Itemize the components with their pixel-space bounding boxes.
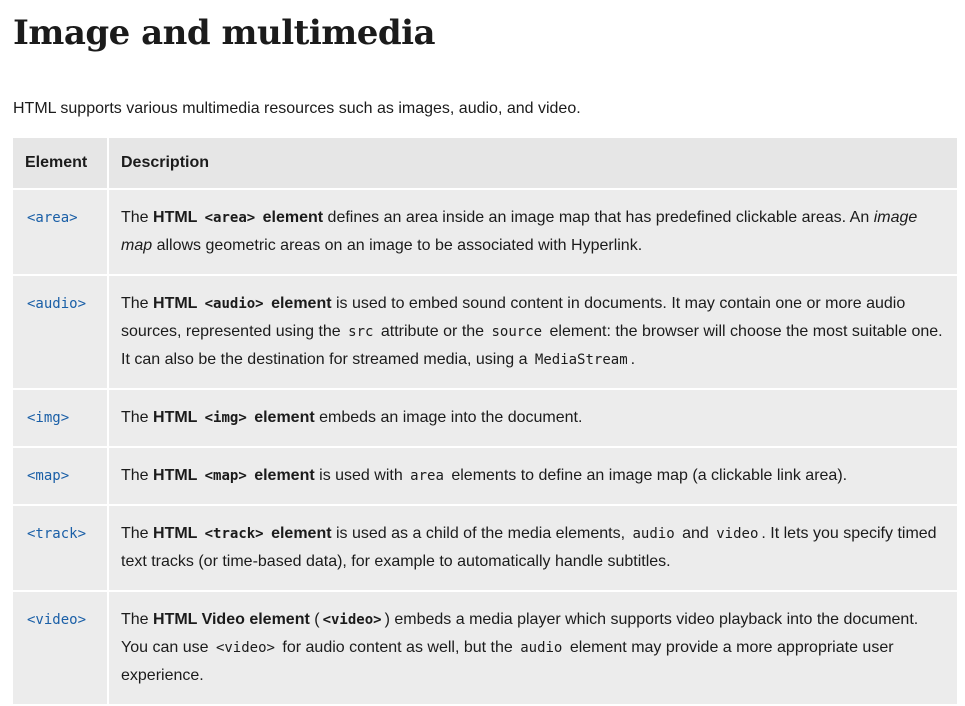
table-header-row (13, 138, 957, 189)
element-cell (13, 591, 108, 705)
inline-code: source (491, 324, 543, 340)
element-cell (13, 389, 108, 447)
desc-text: The (121, 209, 154, 226)
desc-text: . (630, 351, 636, 368)
table-row (13, 189, 957, 275)
element-link-map[interactable]: <map> (27, 468, 70, 484)
description-cell (108, 591, 957, 705)
desc-text: for audio content as well, but the (277, 639, 518, 656)
inline-code: video (716, 526, 759, 542)
desc-text: The (121, 525, 154, 542)
inline-code: src (348, 324, 374, 340)
desc-text: is used to embed sound content in documents. It may contain one or more audio sources, represented using the (121, 295, 906, 340)
desc-bold: HTML Video element (153, 611, 310, 628)
desc-text: element may provide a more appropriate user experience. (121, 639, 894, 684)
description-cell (108, 505, 957, 591)
desc-text: defines an area inside an image map that has predefined clickable areas. An (323, 209, 874, 226)
desc-bold: HTML <img> element (153, 409, 315, 426)
desc-bold: HTML <area> element (153, 209, 324, 226)
description-cell (108, 389, 957, 447)
column-header-description: Description (108, 138, 957, 189)
table-row (13, 389, 957, 447)
desc-text: element: the browser will choose the most suitable one. It can also be the destination for streamed media, using a (121, 323, 943, 368)
desc-text: attribute or the (376, 323, 489, 340)
description-cell (108, 275, 957, 389)
desc-text: The (121, 467, 154, 484)
table-row (13, 275, 957, 389)
intro-paragraph: HTML supports various multimedia resources such as images, audio, and video. (13, 100, 581, 117)
desc-text: elements to define an image map (a clickable link area). (446, 467, 848, 484)
inline-code: area (410, 468, 444, 484)
table-row (13, 591, 957, 705)
table-row (13, 447, 957, 505)
desc-bold: HTML <map> element (153, 467, 315, 484)
desc-text: ( (309, 611, 320, 628)
desc-text: is used with (314, 467, 408, 484)
description-cell (108, 447, 957, 505)
element-link-video[interactable]: <video> (27, 612, 87, 628)
desc-bold: HTML <track> element (153, 525, 332, 542)
element-cell (13, 275, 108, 389)
inline-code: audio (520, 640, 563, 656)
desc-text: embeds an image into the document. (314, 409, 583, 426)
desc-text: . It lets you specify timed text tracks (or time-based data), for example to automatically handle subtitles. (121, 525, 937, 570)
inline-code: <video> (215, 640, 275, 656)
page-title: Image and multimedia (13, 13, 436, 53)
desc-text: ) embeds a media player which supports video playback into the document. You can use (121, 611, 919, 656)
element-link-track[interactable]: <track> (27, 526, 87, 542)
desc-text: is used as a child of the media elements, (331, 525, 630, 542)
desc-text: and (677, 525, 714, 542)
element-cell (13, 505, 108, 591)
desc-text: allows geometric areas on an image to be associated with Hyperlink. (152, 237, 643, 254)
multimedia-elements-table (13, 138, 957, 706)
desc-bold: <video> (322, 612, 382, 628)
inline-code: MediaStream (534, 352, 628, 368)
desc-text: The (121, 611, 154, 628)
desc-bold: HTML <audio> element (153, 295, 332, 312)
element-cell (13, 447, 108, 505)
desc-text: The (121, 409, 154, 426)
element-link-audio[interactable]: <audio> (27, 296, 87, 312)
desc-italic: image map (121, 209, 918, 254)
column-header-element: Element (13, 138, 108, 189)
element-link-area[interactable]: <area> (27, 210, 78, 226)
inline-code: audio (632, 526, 675, 542)
description-cell (108, 189, 957, 275)
element-link-img[interactable]: <img> (27, 410, 70, 426)
table-row (13, 505, 957, 591)
desc-text: The (121, 295, 154, 312)
element-cell (13, 189, 108, 275)
